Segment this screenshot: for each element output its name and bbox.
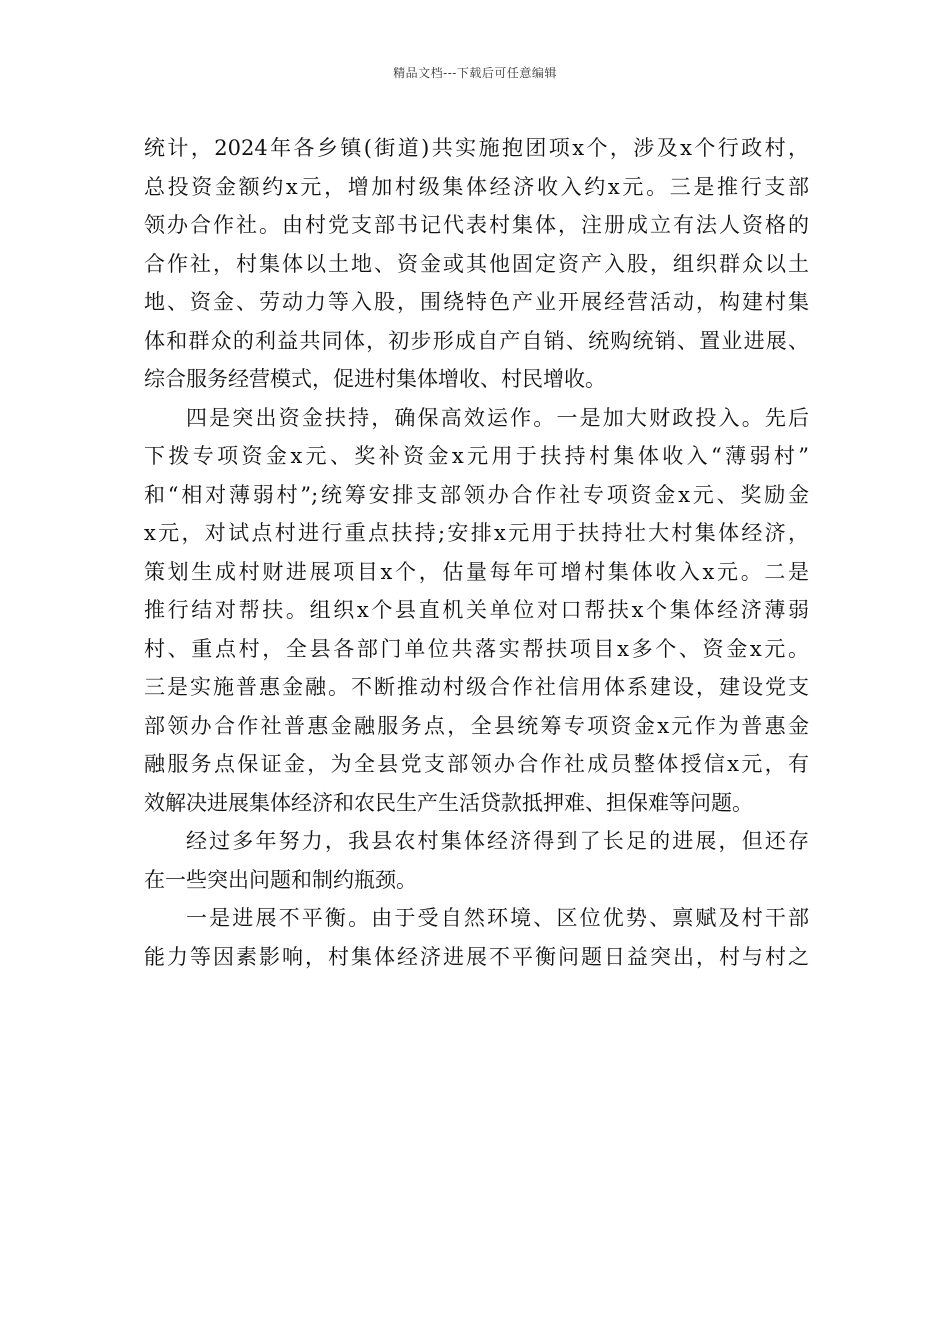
page-header: 精品文档---下载后可任意编辑 xyxy=(393,66,557,80)
text-line: 地、资金、劳动力等入股，围绕特色产业开展经营活动，构建村集 xyxy=(144,290,809,314)
text-line: 领办合作社。由村党支部书记代表村集体，注册成立有法人资格的 xyxy=(144,213,809,237)
text-line: 三是实施普惠金融。不断推动村级合作社信用体系建设，建设党支 xyxy=(144,675,809,699)
text-line: 推行结对帮扶。组织x个县直机关单位对口帮扶x个集体经济薄弱 xyxy=(144,598,809,622)
paragraph xyxy=(144,399,809,823)
text-line: 一是进展不平衡。由于受自然环境、区位优势、禀赋及村干部 xyxy=(186,906,809,930)
document-body xyxy=(144,129,809,976)
text-line: 体和群众的利益共同体，初步形成自产自销、统购统销、置业进展、 xyxy=(144,328,809,353)
text-line: 综合服务经营模式，促进村集体增收、村民增收。 xyxy=(144,367,606,391)
text-line: 统计，2024年各乡镇(街道)共实施抱团项x个，涉及x个行政村， xyxy=(144,136,809,160)
text-line: 下拨专项资金x元、奖补资金x元用于扶持村集体收入“薄弱村” xyxy=(144,444,809,468)
text-line: 村、重点村，全县各部门单位共落实帮扶项目x多个、资金x元。 xyxy=(144,636,809,661)
text-line: 四是突出资金扶持，确保高效运作。一是加大财政投入。先后 xyxy=(186,405,809,430)
text-line: 在一些突出问题和制约瓶颈。 xyxy=(144,867,417,892)
text-line: 合作社，村集体以土地、资金或其他固定资产入股，组织群众以土 xyxy=(144,251,809,276)
paragraph xyxy=(144,822,809,899)
text-line: 能力等因素影响，村集体经济进展不平衡问题日益突出，村与村之 xyxy=(144,944,809,969)
text-line: 和“相对薄弱村”;统筹安排支部领办合作社专项资金x元、奖励金 xyxy=(144,482,809,507)
text-line: 策划生成村财进展项目x个，估量每年可增村集体收入x元。二是 xyxy=(144,559,809,584)
text-line: 融服务点保证金，为全县党支部领办合作社成员整体授信x元，有 xyxy=(144,752,809,776)
text-line: 效解决进展集体经济和农民生产生活贷款抵押难、担保难等问题。 xyxy=(144,790,753,815)
text-line: 经过多年努力，我县农村集体经济得到了长足的进展，但还存 xyxy=(186,829,809,853)
paragraph xyxy=(144,129,809,399)
paragraph xyxy=(144,899,809,976)
text-line: 部领办合作社普惠金融服务点，全县统筹专项资金x元作为普惠金 xyxy=(144,713,809,738)
text-line: 总投资金额约x元，增加村级集体经济收入约x元。三是推行支部 xyxy=(144,174,809,199)
text-line: x元，对试点村进行重点扶持;安排x元用于扶持壮大村集体经济， xyxy=(144,521,809,545)
